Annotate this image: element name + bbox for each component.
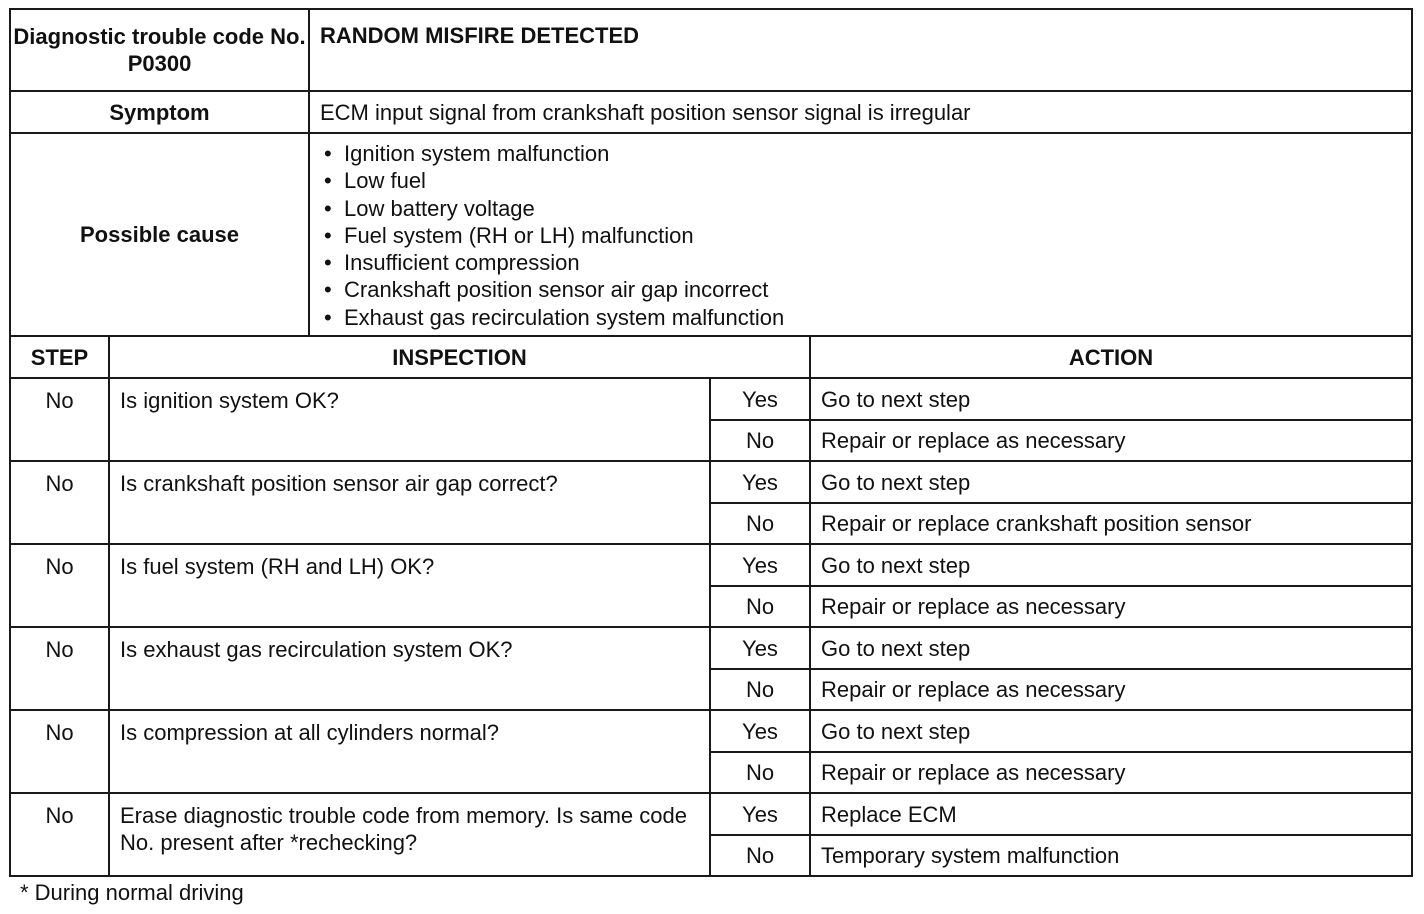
no-action: Repair or replace as necessary	[810, 420, 1412, 461]
cause-row	[10, 133, 1412, 336]
no-action: Repair or replace as necessary	[810, 586, 1412, 627]
yes-label: Yes	[710, 544, 810, 586]
no-action: Repair or replace as necessary	[810, 752, 1412, 793]
cause-item: • Ignition system malfunction	[320, 140, 1411, 167]
no-label: No	[710, 752, 810, 793]
step-row-yes	[10, 461, 1412, 503]
dtc-label: Diagnostic trouble code No. P0300	[10, 9, 309, 91]
step-row-yes	[10, 793, 1412, 835]
yes-action: Go to next step	[810, 378, 1412, 420]
no-action: Repair or replace as necessary	[810, 669, 1412, 710]
cause-item: • Insufficient compression	[320, 249, 1411, 276]
footnote: * During normal driving	[20, 880, 244, 905]
step-inspection: Is crankshaft position sensor air gap correct?	[109, 461, 710, 544]
yes-label: Yes	[710, 378, 810, 420]
yes-action: Go to next step	[810, 627, 1412, 669]
step-row-yes	[10, 627, 1412, 669]
step-number: No	[10, 710, 109, 793]
no-action: Temporary system malfunction	[810, 835, 1412, 876]
step-number: No	[10, 461, 109, 544]
yes-label: Yes	[710, 627, 810, 669]
cause-item: • Low fuel	[320, 167, 1411, 194]
no-label: No	[710, 503, 810, 544]
step-number: No	[10, 544, 109, 627]
step-row-yes	[10, 544, 1412, 586]
no-label: No	[710, 669, 810, 710]
cause-item: • Crankshaft position sensor air gap incorrect	[320, 276, 1411, 303]
col-inspection: INSPECTION	[109, 336, 810, 378]
step-number: No	[10, 793, 109, 876]
step-number: No	[10, 627, 109, 710]
column-header-row	[10, 336, 1412, 378]
step-inspection: Is fuel system (RH and LH) OK?	[109, 544, 710, 627]
symptom-label: Symptom	[10, 91, 309, 133]
no-label: No	[710, 835, 810, 876]
no-label: No	[710, 586, 810, 627]
yes-label: Yes	[710, 461, 810, 503]
yes-action: Replace ECM	[810, 793, 1412, 835]
step-inspection: Is ignition system OK?	[109, 378, 710, 461]
step-inspection: Erase diagnostic trouble code from memory. Is same code No. present after *rechecking?	[109, 793, 710, 876]
step-row-yes	[10, 378, 1412, 420]
step-row-yes	[10, 710, 1412, 752]
yes-action: Go to next step	[810, 461, 1412, 503]
symptom-row	[10, 91, 1412, 133]
col-action: ACTION	[810, 336, 1412, 378]
yes-label: Yes	[710, 710, 810, 752]
diagnostic-table	[9, 8, 1413, 877]
step-number: No	[10, 378, 109, 461]
cause-item: • Exhaust gas recirculation system malfunction	[320, 304, 1411, 331]
dtc-row	[10, 9, 1412, 91]
col-step: STEP	[10, 336, 109, 378]
symptom-text: ECM input signal from crankshaft position sensor signal is irregular	[309, 91, 1412, 133]
step-inspection: Is exhaust gas recirculation system OK?	[109, 627, 710, 710]
yes-action: Go to next step	[810, 544, 1412, 586]
cause-label: Possible cause	[10, 133, 309, 336]
cause-item: • Low battery voltage	[320, 195, 1411, 222]
dtc-title: RANDOM MISFIRE DETECTED	[309, 9, 1412, 91]
cause-item: • Fuel system (RH or LH) malfunction	[320, 222, 1411, 249]
cause-list	[310, 134, 1411, 335]
yes-action: Go to next step	[810, 710, 1412, 752]
no-label: No	[710, 420, 810, 461]
yes-label: Yes	[710, 793, 810, 835]
diagnostic-document	[9, 8, 1411, 877]
no-action: Repair or replace crankshaft position sensor	[810, 503, 1412, 544]
cause-cell	[309, 133, 1412, 336]
step-inspection: Is compression at all cylinders normal?	[109, 710, 710, 793]
